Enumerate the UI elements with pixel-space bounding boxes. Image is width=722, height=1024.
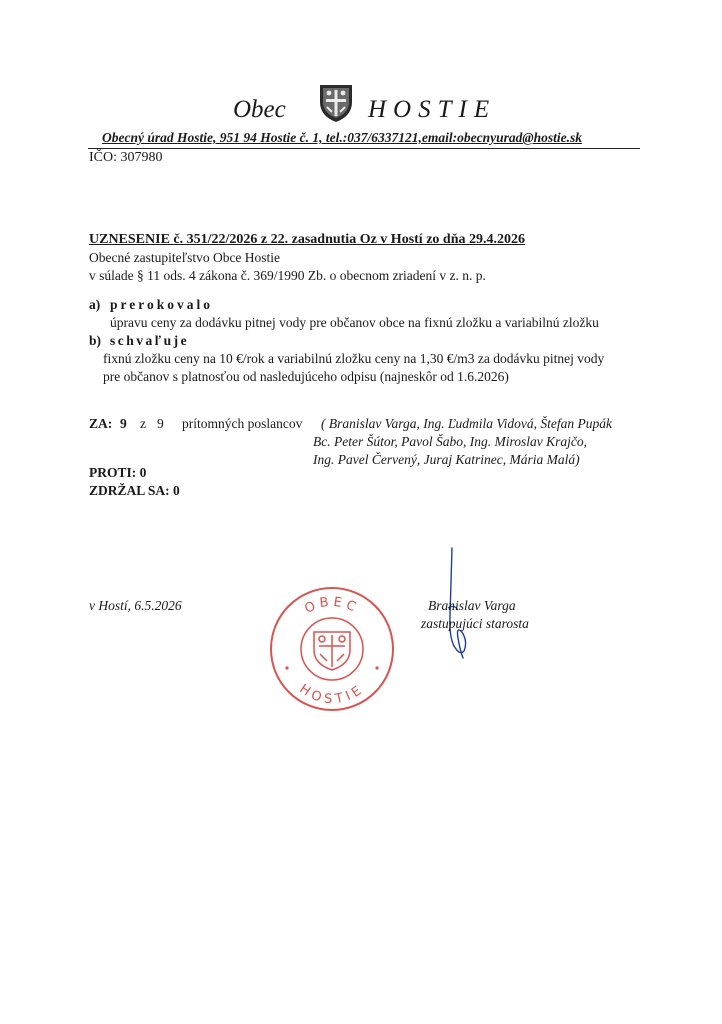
vote-za-of: z bbox=[140, 416, 146, 431]
vote-za-label: ZA: bbox=[89, 416, 113, 431]
svg-text:OBEC bbox=[302, 595, 361, 617]
item-b-marker: b) bbox=[89, 333, 102, 348]
item-b-text-1: fixnú zložku ceny na 10 €/rok a variabilnú zložku ceny na 1,30 €/m3 za dodávku pitnej vody bbox=[103, 351, 605, 366]
svg-text:HOSTIE bbox=[296, 682, 367, 708]
signer-role: zastupujúci starosta bbox=[421, 616, 529, 631]
header-ico: IČO: 307980 bbox=[89, 150, 163, 165]
seal-top-text: OBEC bbox=[302, 594, 362, 617]
vote-names-2: Bc. Peter Šútor, Pavol Šabo, Ing. Miroslav Krajčo, bbox=[313, 434, 587, 449]
header-obec: Obec bbox=[233, 96, 286, 123]
header-hostie: HOSTIE bbox=[368, 96, 497, 123]
seal-emblem-icon bbox=[314, 632, 350, 670]
vote-names-3: Ing. Pavel Červený, Juraj Katrinec, Mária Malá) bbox=[313, 452, 580, 467]
item-b-text-2: pre občanov s platnosťou od nasledujúceho odpisu (najneskôr od 1.6.2026) bbox=[103, 369, 509, 384]
coat-of-arms-icon bbox=[316, 82, 356, 124]
place-date: v Hostí, 6.5.2026 bbox=[89, 598, 182, 613]
vote-proti: PROTI: 0 bbox=[89, 465, 147, 480]
vote-names-1: ( Branislav Varga, Ing. Ľudmila Vidová, Štefan Pupák bbox=[321, 416, 612, 431]
vote-zdrzal: ZDRŽAL SA: 0 bbox=[89, 483, 180, 498]
vote-za-count: 9 bbox=[120, 416, 127, 431]
header-divider bbox=[88, 148, 640, 149]
item-a-text: úpravu ceny za dodávku pitnej vody pre občanov obce na fixnú zložku a variabilnú zložku bbox=[110, 315, 599, 330]
item-b-label: schvaľuje bbox=[110, 333, 190, 348]
item-a-label: prerokovalo bbox=[110, 297, 214, 312]
item-a-marker: a) bbox=[89, 297, 101, 312]
resolution-line-1: Obecné zastupiteľstvo Obce Hostie bbox=[89, 250, 281, 265]
seal-bottom-text: HOSTIE bbox=[296, 681, 368, 708]
header-address: Obecný úrad Hostie, 951 94 Hostie č. 1, tel.:037/6337121,email:obecnyurad@hostie.sk bbox=[102, 130, 582, 145]
official-seal-stamp bbox=[267, 584, 397, 714]
resolution-title: UZNESENIE č. 351/22/2026 z 22. zasadnutia Oz v Hostí zo dňa 29.4.2026 bbox=[89, 232, 525, 247]
vote-za-text: prítomných poslancov bbox=[182, 416, 303, 431]
vote-za-total: 9 bbox=[157, 416, 164, 431]
signer-name: Branislav Varga bbox=[428, 598, 516, 613]
resolution-line-2: v súlade § 11 ods. 4 zákona č. 369/1990 Zb. o obecnom zriadení v z. n. p. bbox=[89, 268, 486, 283]
